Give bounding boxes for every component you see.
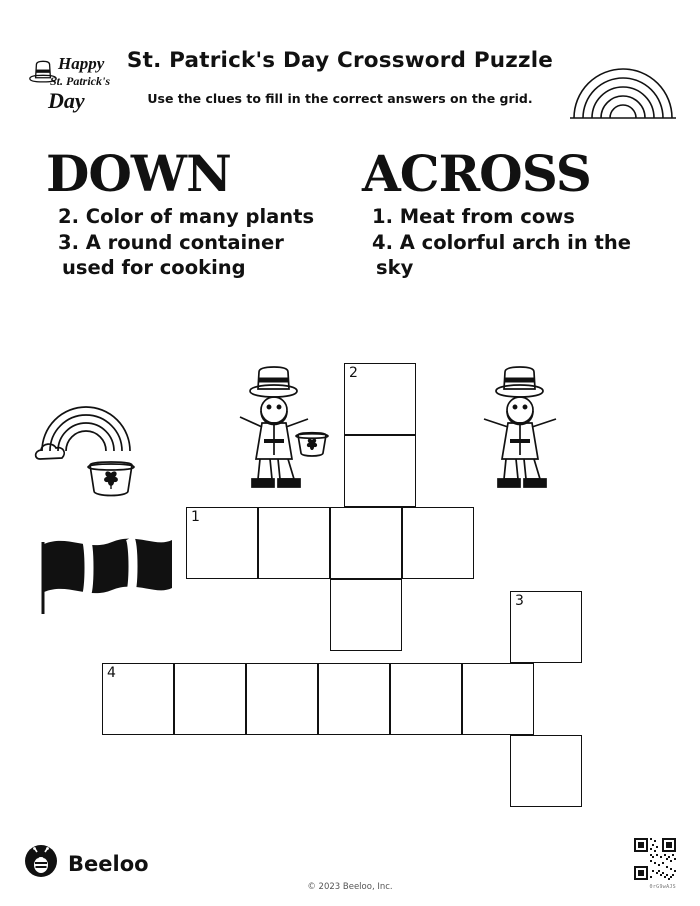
logo-line-day: Day — [48, 88, 85, 113]
grid-cell-number: 1 — [191, 509, 200, 525]
qr-caption: 0rG9wAJS — [649, 884, 676, 890]
grid-cell[interactable] — [318, 663, 390, 735]
grid-cell[interactable] — [102, 663, 174, 735]
grid-cell[interactable] — [462, 663, 534, 735]
grid-cell[interactable] — [174, 663, 246, 735]
clues-section — [0, 144, 700, 348]
grid-cell[interactable] — [402, 507, 474, 579]
grid-cell[interactable] — [330, 579, 402, 651]
page-footer — [0, 826, 700, 906]
page-subtitle: Use the clues to fill in the correct answers on the grid. — [147, 91, 533, 106]
across-heading: ACROSS — [362, 144, 591, 203]
rainbow-icon — [568, 56, 678, 122]
qr-code-icon[interactable] — [634, 838, 676, 880]
grid-cell[interactable] — [390, 663, 462, 735]
down-clue-item: 2. Color of many plants — [58, 205, 315, 228]
across-clue-item: 1. Meat from cows — [372, 205, 575, 228]
happy-st-patricks-day-logo — [24, 52, 134, 122]
grid-cell-number: 3 — [515, 593, 524, 609]
brand-name: Beeloo — [68, 852, 149, 876]
grid-cell[interactable] — [258, 507, 330, 579]
copyright-text: © 2023 Beeloo, Inc. — [307, 882, 393, 892]
waving-flag-illustration — [38, 530, 178, 625]
grid-cell[interactable] — [510, 735, 582, 807]
bee-logo-icon — [24, 844, 58, 878]
rainbow-with-pot-of-gold-illustration — [34, 393, 164, 503]
grid-cell[interactable] — [186, 507, 258, 579]
page-title: St. Patrick's Day Crossword Puzzle — [126, 48, 554, 73]
across-clue-item: 4. A colorful arch in the sky — [372, 231, 631, 279]
across-clues-column — [352, 144, 672, 281]
grid-cell[interactable] — [246, 663, 318, 735]
grid-cell[interactable] — [344, 363, 416, 435]
grid-cell-number: 4 — [107, 665, 116, 681]
logo-line-stpatricks: St. Patrick's — [50, 74, 111, 88]
across-clue-list — [352, 204, 672, 280]
grid-cell[interactable] — [344, 435, 416, 507]
leprechaun-with-pot-illustration — [222, 355, 332, 495]
qr-code-graphic — [634, 838, 676, 880]
grid-cell[interactable] — [330, 507, 402, 579]
crossword-grid-area — [0, 355, 700, 815]
grid-cell[interactable] — [510, 591, 582, 663]
grid-cell-number: 2 — [349, 365, 358, 381]
down-clue-item: 3. A round container used for cooking — [58, 231, 284, 279]
down-clue-list — [40, 204, 340, 280]
page-header — [0, 28, 700, 128]
leprechaun-illustration — [468, 355, 578, 495]
down-clues-column — [40, 144, 340, 281]
down-heading: DOWN — [46, 144, 231, 203]
logo-line-happy: Happy — [58, 54, 105, 73]
